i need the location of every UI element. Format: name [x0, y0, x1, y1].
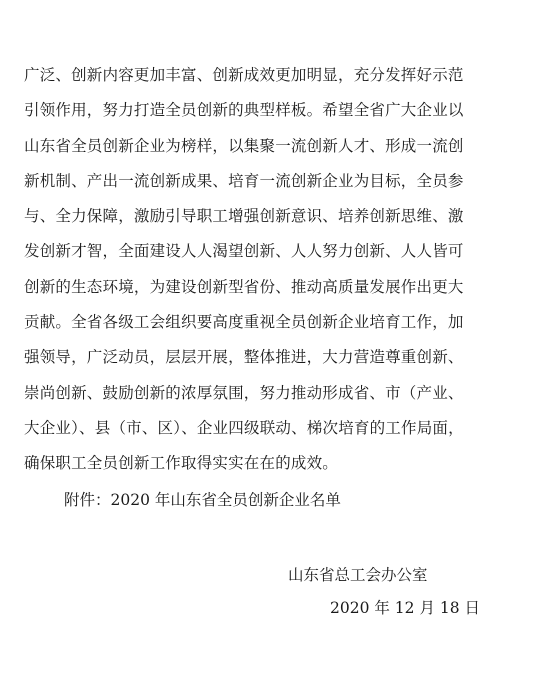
body-line: 与、全力保障，激励引导职工增强创新意识、培养创新思维、激: [24, 207, 464, 226]
issue-date: 2020 年 12 月 18 日: [330, 599, 481, 617]
body-line: 创新的生态环境，为建设创新型省份、推动高质量发展作出更大: [24, 277, 464, 296]
body-line: 崇尚创新、鼓励创新的浓厚氛围，努力推动形成省、市（产业、: [24, 383, 464, 402]
body-line: 引领作用，努力打造全员创新的典型样板。希望全省广大企业以: [24, 101, 464, 120]
body-line: 山东省全员创新企业为榜样，以集聚一流创新人才、形成一流创: [24, 136, 464, 155]
body-line: 确保职工全员创新工作取得实实在在的成效。: [24, 454, 339, 473]
body-text: [24, 58, 516, 482]
body-line: 强领导，广泛动员，层层开展，整体推进，大力营造尊重创新、: [24, 348, 464, 367]
body-line: 广泛、创新内容更加丰富、创新成效更加明显，充分发挥好示范: [24, 66, 464, 84]
body-line: 贡献。全省各级工会组织要高度重视全员创新企业培育工作，加: [24, 313, 464, 332]
body-line: 发创新才智，全面建设人人渴望创新、人人努力创新、人人皆可: [24, 242, 464, 261]
body-line: 大企业）、县（市、区）、企业四级联动、梯次培育的工作局面，: [24, 418, 464, 437]
attachment-note: 附件：2020 年山东省全员创新企业名单: [64, 491, 341, 509]
body-line: 新机制、产出一流创新成果、培育一流创新企业为目标，全员参: [24, 171, 464, 190]
issuer-signature: 山东省总工会办公室: [288, 566, 428, 584]
